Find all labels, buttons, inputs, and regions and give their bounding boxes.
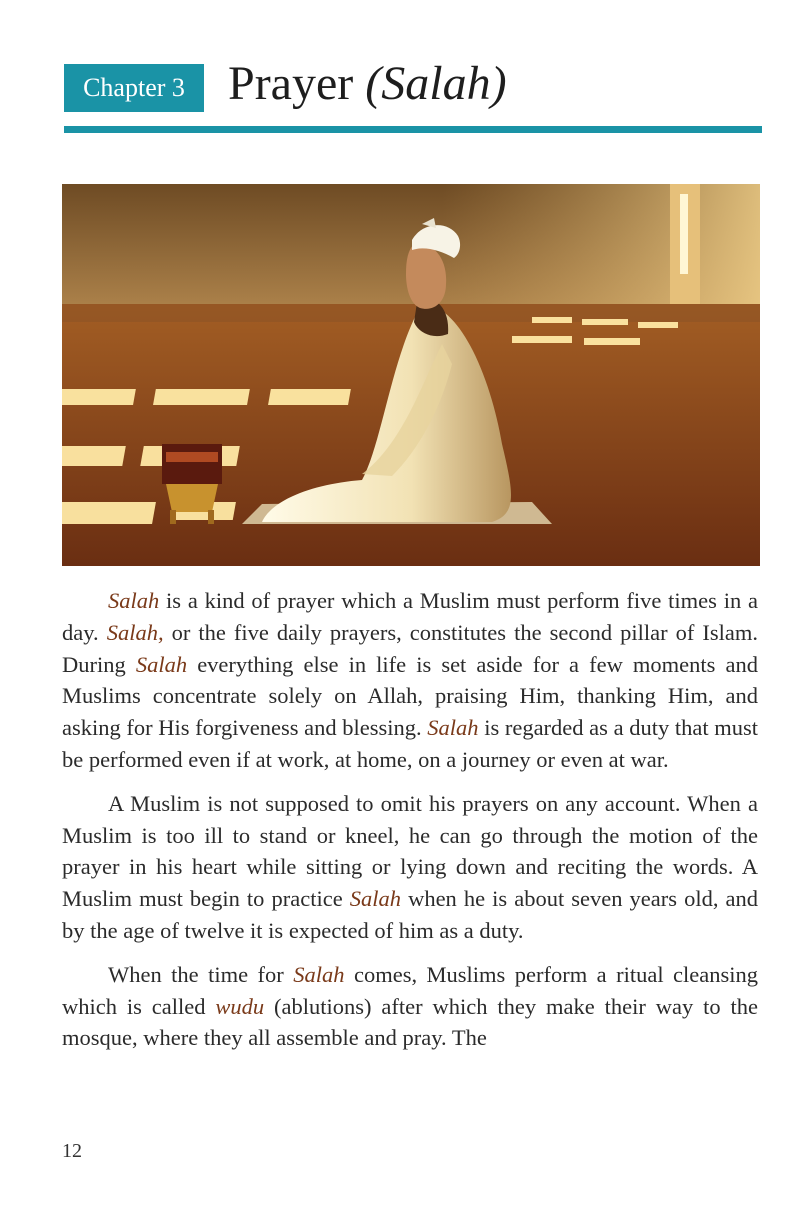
body-text	[62, 585, 758, 1066]
text-run: (ablutions) after which they make their way to the mosque, where they all assemble and pray. The	[62, 993, 758, 1051]
text-run: or the five daily prayers, constitutes the second pillar of Islam. During	[62, 619, 758, 677]
title-divider	[64, 126, 762, 133]
text-run: comes, Muslims perform a ritual cleansing which is called	[62, 961, 759, 1019]
text-run: when he is about seven years old, and by the age of twelve it is expected of him as a duty.	[62, 886, 758, 943]
chapter-badge: Chapter 3	[64, 64, 204, 112]
italic-term: Salah	[135, 651, 188, 677]
italic-term: wudu	[215, 993, 265, 1019]
paragraph	[62, 959, 758, 1054]
text-run: A Muslim is not supposed to omit his prayers on any account. When a Muslim is too ill to stand or kneel, he can go through the motion of the prayer in his heart while sitting or lying down and reciting the words. A Muslim must begin to practice	[62, 790, 758, 912]
text-run: everything else in life is set aside for a few moments and Muslims concentrate solely on Allah, praising Him, thanking Him, and asking for His forgiveness and blessing.	[62, 651, 758, 741]
text-run: is a kind of prayer which a Muslim must perform five times in a day.	[62, 588, 758, 645]
text-run: is regarded as a duty that must be performed even if at work, at home, on a journey or even at war.	[62, 715, 758, 772]
italic-term: Salah	[427, 715, 479, 741]
italic-term: Salah	[108, 588, 160, 613]
chapter-title-italic: (Salah)	[365, 57, 507, 110]
italic-term: Salah	[293, 961, 345, 987]
chapter-title	[228, 58, 507, 111]
italic-term: Salah,	[106, 619, 164, 645]
text-run: When the time for	[108, 961, 294, 987]
man-praying-in-mosque-photo	[62, 184, 760, 566]
page-number: 12	[62, 1140, 82, 1162]
chapter-title-main: Prayer	[228, 57, 354, 110]
paragraph	[62, 788, 758, 947]
italic-term: Salah	[349, 886, 402, 912]
paragraph	[62, 585, 758, 776]
